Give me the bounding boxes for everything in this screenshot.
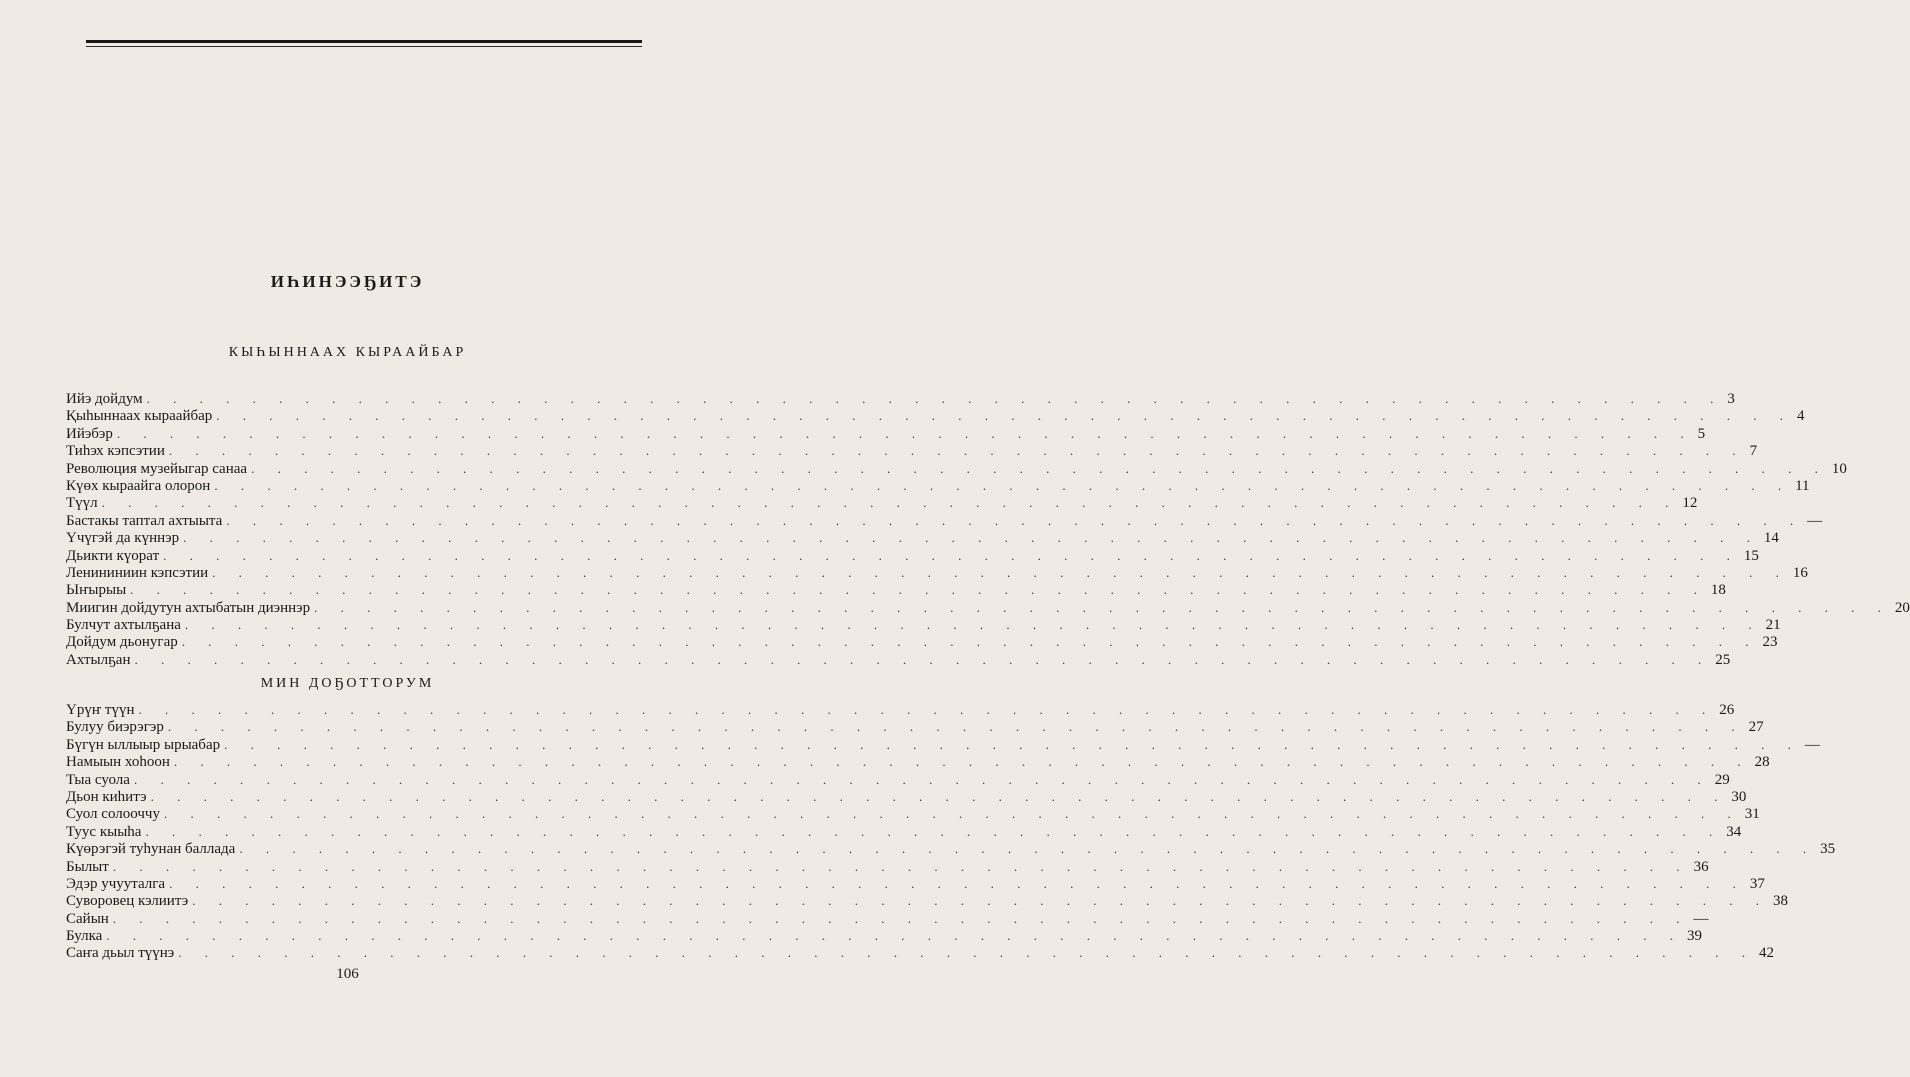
dot-leader: . . . . . . . . . . . . . . . . . . . . . . . . . . . . . . . . . . . . . . . . . . . . . . . . . . . . . . . . . . . . — [146, 391, 1724, 406]
toc-entry-title: Бүгүн ыллыыр ырыабар — [66, 736, 221, 753]
dot-leader: . . . . . . . . . . . . . . . . . . . . . . . . . . . . . . . . . . . . . . . . . . . . . . . . . . . . . . . . . . . . — [169, 875, 1746, 891]
toc-entry-title: Булка — [66, 928, 103, 945]
toc-entry-page: — — [1807, 512, 1823, 529]
toc-entry-page: 3 — [1727, 391, 1735, 407]
toc-entry — [66, 651, 1731, 668]
dot-leader: . . . . . . . . . . . . . . . . . . . . . . . . . . . . . . . . . . . . . . . . . . . . . . . . . . . . . . . . . . . . — [145, 823, 1723, 839]
dot-leader: . . . . . . . . . . . . . . . . . . . . . . . . . . . . . . . . . . . . . . . . . . . . . . . . . . . . . . . . . . . . — [192, 893, 1769, 909]
toc-entry-title: Былыт — [66, 858, 109, 875]
page-number: 106 — [336, 966, 359, 982]
toc-entry-title: Тыа суола — [66, 771, 130, 788]
toc-entry-page: — — [1693, 910, 1709, 927]
toc-entry — [66, 788, 1747, 805]
toc-entry-title: Суол солооччу — [66, 806, 160, 823]
toc-entry-page: 18 — [1710, 582, 1726, 599]
toc-entry-title: Дьон киһитэ — [66, 788, 147, 805]
toc-entry — [66, 390, 1735, 407]
toc-entry-title: Күөрэгэй туһунан баллада — [66, 841, 236, 858]
toc-entry-page: 39 — [1687, 928, 1703, 945]
dot-leader: . . . . . . . . . . . . . . . . . . . . . . . . . . . . . . . . . . . . . . . . . . . . . . . . . . . . . . . . . . . . — [106, 928, 1684, 944]
top-rule — [86, 40, 642, 43]
toc-entry-title: Бастакы таптал ахтыыта — [66, 512, 223, 529]
dot-leader: . . . . . . . . . . . . . . . . . . . . . . . . . . . . . . . . . . . . . . . . . . . . . . . . . . . . . . . . . . . . — [163, 806, 1741, 822]
toc-entry — [66, 701, 1735, 718]
toc-entry-title: Булчут ахтылҕана — [66, 617, 181, 634]
toc-entry-page: 20 — [1894, 599, 1910, 616]
toc-entry — [66, 564, 1808, 581]
dot-leader: . . . . . . . . . . . . . . . . . . . . . . . . . . . . . . . . . . . . . . . . . . . . . . . . . . . . . . . . . . . . — [163, 547, 1740, 563]
toc-entry-page: 34 — [1726, 823, 1742, 840]
toc-entry — [66, 599, 1910, 616]
toc-entry-page: 23 — [1762, 634, 1778, 651]
toc-entry-title: Күөх кыраайга олорон — [66, 477, 211, 494]
toc-entry — [66, 460, 1847, 477]
dot-leader: . . . . . . . . . . . . . . . . . . . . . . . . . . . . . . . . . . . . . . . . . . . . . . . . . . . . . . . . . . . . — [173, 754, 1751, 770]
toc-section-2 — [66, 701, 1836, 962]
dot-leader: . . . . . . . . . . . . . . . . . . . . . . . . . . . . . . . . . . . . . . . . . . . . . . . . . . . . . . . . . . . . — [112, 858, 1690, 874]
toc-entry-title: Ахтылҕан — [66, 651, 131, 668]
toc-entry-title: Ыҥырыы — [66, 582, 127, 599]
dot-leader: . . . . . . . . . . . . . . . . . . . . . . . . . . . . . . . . . . . . . . . . . . . . . . . . . . . . . . . . . . . . — [226, 512, 1804, 528]
dot-leader: . . . . . . . . . . . . . . . . . . . . . . . . . . . . . . . . . . . . . . . . . . . . . . . . . . . . . . . . . . . . — [183, 530, 1760, 546]
toc-entry-page: 15 — [1743, 547, 1759, 564]
dot-leader: . . . . . . . . . . . . . . . . . . . . . . . . . . . . . . . . . . . . . . . . . . . . . . . . . . . . . . . . . . . . — [178, 945, 1755, 961]
toc-entry-title: Үрүҥ түүн — [66, 702, 135, 718]
toc-entry — [66, 875, 1765, 892]
dot-leader: . . . . . . . . . . . . . . . . . . . . . . . . . . . . . . . . . . . . . . . . . . . . . . . . . . . . . . . . . . . . — [116, 425, 1694, 441]
dot-leader: . . . . . . . . . . . . . . . . . . . . . . . . . . . . . . . . . . . . . . . . . . . . . . . . . . . . . . . . . . . . — [184, 617, 1762, 633]
dot-leader: . . . . . . . . . . . . . . . . . . . . . . . . . . . . . . . . . . . . . . . . . . . . . . . . . . . . . . . . . . . . — [130, 582, 1707, 598]
toc-entry-title: Үчүгэй да күннэр — [66, 530, 180, 547]
toc-entry-page: 12 — [1682, 495, 1698, 512]
toc-entry-title: Туус кыыһа — [66, 823, 142, 840]
toc-entry — [66, 616, 1781, 634]
toc-entry-page: 37 — [1749, 875, 1765, 892]
toc-entry-page: 27 — [1748, 719, 1764, 736]
toc-entry-page: 4 — [1797, 408, 1805, 425]
toc-entry-title: Тиһэх кэпсэтии — [66, 443, 165, 460]
toc-entry — [66, 512, 1823, 529]
toc-entry-title: Ийэбэр — [66, 425, 113, 442]
toc-entry-page: 28 — [1754, 754, 1770, 771]
dot-leader: . . . . . . . . . . . . . . . . . . . . . . . . . . . . . . . . . . . . . . . . . . . . . . . . . . . . . . . . . . . . — [138, 702, 1716, 717]
toc-entry — [66, 407, 1805, 425]
toc-entry-page: 25 — [1715, 651, 1731, 668]
toc-entry-page: 10 — [1831, 460, 1847, 477]
toc-entry-title: Революция музейыгар санаа — [66, 460, 248, 477]
toc-entry-title: Қыһыннаах кыраайбар — [66, 408, 213, 425]
dot-leader: . . . . . . . . . . . . . . . . . . . . . . . . . . . . . . . . . . . . . . . . . . . . . . . . . . . . . . . . . . . . — [112, 910, 1690, 926]
toc-entry — [66, 442, 1758, 460]
toc-entry-title: Намыын хоһоон — [66, 754, 170, 771]
toc-entry — [66, 494, 1698, 512]
dot-leader: . . . . . . . . . . . . . . . . . . . . . . . . . . . . . . . . . . . . . . . . . . . . . . . . . . . . . . . . . . . . — [251, 460, 1828, 476]
toc-entry — [66, 858, 1709, 875]
dot-leader: . . . . . . . . . . . . . . . . . . . . . . . . . . . . . . . . . . . . . . . . . . . . . . . . . . . . . . . . . . . . — [133, 771, 1711, 787]
toc-entry-page: 14 — [1763, 530, 1779, 547]
toc-entry-title: Түүл — [66, 495, 98, 512]
toc-entry — [66, 633, 1778, 651]
page-title: ИҺИНЭЭҔИТЭ — [270, 272, 425, 291]
dot-leader: . . . . . . . . . . . . . . . . . . . . . . . . . . . . . . . . . . . . . . . . . . . . . . . . . . . . . . . . . . . . — [239, 841, 1817, 857]
section-heading-1: КЫҺЫННААХ КЫРААЙБАР — [228, 345, 467, 360]
toc-section-1 — [66, 390, 1910, 668]
dot-leader: . . . . . . . . . . . . . . . . . . . . . . . . . . . . . . . . . . . . . . . . . . . . . . . . . . . . . . . . . . . . — [168, 443, 1746, 459]
toc-entry-page: 31 — [1744, 806, 1760, 823]
toc-entry — [66, 736, 1820, 753]
toc-entry-page: 5 — [1697, 425, 1706, 442]
toc-entry-page: — — [1804, 736, 1820, 753]
toc-entry — [66, 753, 1770, 771]
toc-entry-title: Суворовец кэлиитэ — [66, 893, 189, 910]
toc-entry-page: 21 — [1765, 617, 1781, 634]
toc-entry — [66, 529, 1779, 547]
toc-entry — [66, 823, 1742, 840]
dot-leader: . . . . . . . . . . . . . . . . . . . . . . . . . . . . . . . . . . . . . . . . . . . . . . . . . . . . . . . . . . . . — [134, 651, 1712, 667]
toc-entry-title: Сайын — [66, 910, 109, 927]
section-heading-2: МИН ДОҔОТТОРУМ — [260, 676, 435, 691]
toc-entry — [66, 805, 1760, 823]
toc-entry-page: 42 — [1758, 945, 1774, 962]
toc-entry — [66, 840, 1836, 858]
toc-entry — [66, 477, 1810, 494]
toc-entry — [66, 425, 1706, 442]
toc-entry-title: Ленининиин кэпсэтии — [66, 564, 209, 581]
dot-leader: . . . . . . . . . . . . . . . . . . . . . . . . . . . . . . . . . . . . . . . . . . . . . . . . . . . . . . . . . . . . — [214, 477, 1792, 493]
toc-entry — [66, 944, 1774, 962]
dot-leader: . . . . . . . . . . . . . . . . . . . . . . . . . . . . . . . . . . . . . . . . . . . . . . . . . . . . . . . . . . . . — [224, 736, 1801, 752]
dot-leader: . . . . . . . . . . . . . . . . . . . . . . . . . . . . . . . . . . . . . . . . . . . . . . . . . . . . . . . . . . . . — [212, 564, 1789, 580]
toc-entry-title: Миигин дойдутун ахтыбатын диэннэр — [66, 599, 311, 616]
toc-entry-page: 29 — [1714, 771, 1730, 788]
toc-entry-page: 26 — [1719, 702, 1735, 718]
toc-entry-title: Дьикти күорат — [66, 547, 160, 564]
toc-entry-page: 38 — [1772, 893, 1788, 910]
toc-entry-title: Дойдум дьонугар — [66, 634, 178, 651]
toc-entry — [66, 910, 1709, 927]
top-rule-thin — [86, 46, 642, 47]
dot-leader: . . . . . . . . . . . . . . . . . . . . . . . . . . . . . . . . . . . . . . . . . . . . . . . . . . . . . . . . . . . . — [150, 788, 1728, 804]
toc-entry — [66, 771, 1730, 788]
dot-leader: . . . . . . . . . . . . . . . . . . . . . . . . . . . . . . . . . . . . . . . . . . . . . . . . . . . . . . . . . . . . — [314, 599, 1891, 615]
toc-entry — [66, 581, 1726, 599]
dot-leader: . . . . . . . . . . . . . . . . . . . . . . . . . . . . . . . . . . . . . . . . . . . . . . . . . . . . . . . . . . . . — [101, 495, 1679, 511]
toc-entry-page: 7 — [1749, 443, 1758, 460]
toc-entry-title: Булуу биэрэгэр — [66, 719, 164, 736]
toc-entry-page: 30 — [1731, 788, 1747, 805]
dot-leader: . . . . . . . . . . . . . . . . . . . . . . . . . . . . . . . . . . . . . . . . . . . . . . . . . . . . . . . . . . . . — [181, 634, 1759, 650]
toc-entry — [66, 547, 1759, 564]
toc-entry-title: Ийэ дойдум — [66, 391, 143, 407]
toc-entry-title: Саҥа дьыл түүнэ — [66, 945, 175, 962]
toc-entry — [66, 718, 1764, 736]
toc-entry — [66, 927, 1703, 945]
toc-entry-page: 36 — [1693, 858, 1709, 875]
toc-entry-page: 35 — [1820, 841, 1836, 858]
toc-entry-page: 16 — [1792, 564, 1808, 581]
toc-entry — [66, 892, 1788, 910]
toc-entry-title: Эдэр учууталга — [66, 875, 166, 892]
dot-leader: . . . . . . . . . . . . . . . . . . . . . . . . . . . . . . . . . . . . . . . . . . . . . . . . . . . . . . . . . . . . — [216, 408, 1794, 424]
dot-leader: . . . . . . . . . . . . . . . . . . . . . . . . . . . . . . . . . . . . . . . . . . . . . . . . . . . . . . . . . . . . — [167, 719, 1745, 735]
toc-entry-page: 11 — [1795, 477, 1810, 494]
